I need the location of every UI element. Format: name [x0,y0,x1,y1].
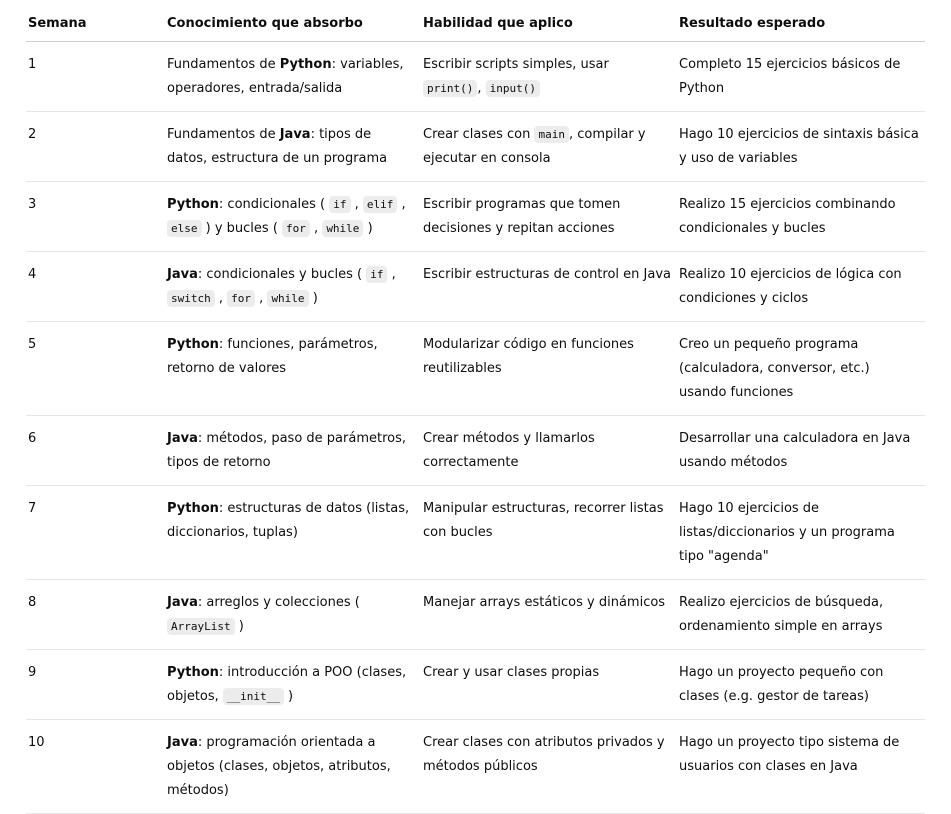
table-row [26,322,925,416]
result-cell: Hago un proyecto tipo sistema de usuarios con clases en Java [675,720,925,814]
inline-code: print() [423,80,477,97]
table-row [26,580,925,650]
result-cell: Desarrollar una calculadora en Java usando métodos [675,416,925,486]
knowledge-cell: Java: arreglos y colecciones ( ArrayList ) [163,580,419,650]
inline-code: if [329,196,350,213]
knowledge-cell: Python: funciones, parámetros, retorno de valores [163,322,419,416]
week-cell: 3 [26,182,163,252]
inline-code: __init__ [223,688,284,705]
inline-code: for [282,220,310,237]
skill-cell: Modularizar código en funciones reutilizables [419,322,675,416]
result-cell: Hago un proyecto pequeño con clases (e.g. gestor de tareas) [675,650,925,720]
inline-code: if [366,266,387,283]
skill-cell: Escribir programas que tomen decisiones y repitan acciones [419,182,675,252]
knowledge-cell: Java: métodos, paso de parámetros, tipos de retorno [163,416,419,486]
inline-code: switch [167,290,215,307]
week-cell: 8 [26,580,163,650]
inline-code: main [534,126,569,143]
inline-code: elif [363,196,398,213]
inline-code: ArrayList [167,618,235,635]
knowledge-cell: Fundamentos de Java: tipos de datos, estructura de un programa [163,112,419,182]
header-habilidad: Habilidad que aplico [419,7,675,42]
skill-cell: Crear clases con main , compilar y ejecutar en consola [419,112,675,182]
study-plan-table [26,7,925,814]
header-conocimiento: Conocimiento que absorbo [163,7,419,42]
result-cell: Realizo 10 ejercicios de lógica con condiciones y ciclos [675,252,925,322]
skill-cell: Escribir estructuras de control en Java [419,252,675,322]
knowledge-cell: Java: programación orientada a objetos (clases, objetos, atributos, métodos) [163,720,419,814]
header-resultado: Resultado esperado [675,7,925,42]
table-header-row [26,7,925,42]
skill-cell: Crear clases con atributos privados y métodos públicos [419,720,675,814]
week-cell: 4 [26,252,163,322]
inline-code: else [167,220,202,237]
inline-code: input() [486,80,540,97]
knowledge-cell: Python: estructuras de datos (listas, diccionarios, tuplas) [163,486,419,580]
skill-cell: Crear métodos y llamarlos correctamente [419,416,675,486]
inline-code: while [322,220,363,237]
skill-cell: Escribir scripts simples, usar print() , input() [419,42,675,112]
week-cell: 7 [26,486,163,580]
knowledge-cell: Python: condicionales ( if , elif , else ) y bucles ( for , while ) [163,182,419,252]
table-row [26,252,925,322]
week-cell: 9 [26,650,163,720]
skill-cell: Crear y usar clases propias [419,650,675,720]
inline-code: while [267,290,308,307]
result-cell: Hago 10 ejercicios de listas/diccionarios y un programa tipo "agenda" [675,486,925,580]
knowledge-cell: Fundamentos de Python: variables, operadores, entrada/salida [163,42,419,112]
knowledge-cell: Python: introducción a POO (clases, objetos, __init__ ) [163,650,419,720]
result-cell: Completo 15 ejercicios básicos de Python [675,42,925,112]
week-cell: 10 [26,720,163,814]
table-row [26,486,925,580]
table-row [26,182,925,252]
inline-code: for [227,290,255,307]
week-cell: 6 [26,416,163,486]
table-row [26,42,925,112]
result-cell: Hago 10 ejercicios de sintaxis básica y uso de variables [675,112,925,182]
week-cell: 1 [26,42,163,112]
table-row [26,720,925,814]
table-row [26,650,925,720]
header-semana: Semana [26,7,163,42]
knowledge-cell: Java: condicionales y bucles ( if , switch , for , while ) [163,252,419,322]
result-cell: Creo un pequeño programa (calculadora, conversor, etc.) usando funciones [675,322,925,416]
week-cell: 5 [26,322,163,416]
skill-cell: Manejar arrays estáticos y dinámicos [419,580,675,650]
table-row [26,112,925,182]
table-row [26,416,925,486]
week-cell: 2 [26,112,163,182]
skill-cell: Manipular estructuras, recorrer listas con bucles [419,486,675,580]
result-cell: Realizo 15 ejercicios combinando condicionales y bucles [675,182,925,252]
result-cell: Realizo ejercicios de búsqueda, ordenamiento simple en arrays [675,580,925,650]
